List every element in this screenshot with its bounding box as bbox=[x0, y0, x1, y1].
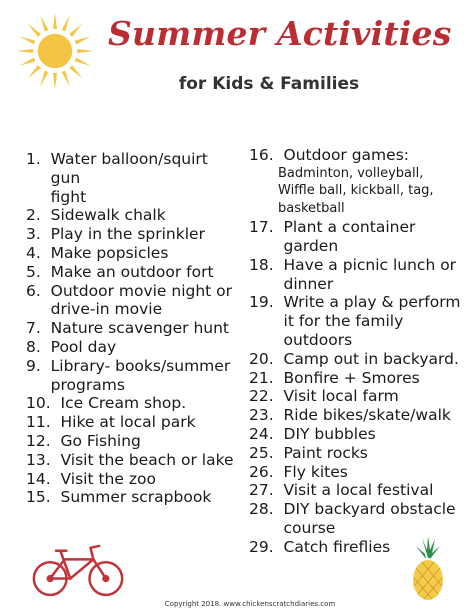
list-item bbox=[249, 444, 471, 463]
sun-ray bbox=[28, 24, 41, 37]
item-text-line: Hike at local park bbox=[60, 413, 196, 432]
item-number: 20. bbox=[249, 349, 274, 368]
item-text bbox=[51, 206, 236, 225]
list-item bbox=[26, 263, 236, 282]
item-text bbox=[61, 432, 236, 451]
item-text bbox=[51, 150, 236, 206]
list-item bbox=[249, 369, 471, 388]
item-number: 14. bbox=[26, 469, 51, 488]
item-text-line: Ride bikes/skate/walk bbox=[283, 406, 451, 425]
list-item bbox=[26, 244, 236, 263]
item-text-line: Catch fireflies bbox=[283, 537, 391, 556]
item-number: 13. bbox=[26, 450, 51, 469]
activity-list-right bbox=[249, 146, 471, 557]
item-number: 7. bbox=[26, 319, 41, 338]
item-text-line: DIY bubbles bbox=[283, 425, 376, 444]
list-item bbox=[26, 432, 236, 451]
item-number: 1. bbox=[26, 150, 41, 168]
item-number: 21. bbox=[249, 368, 274, 387]
item-text bbox=[51, 338, 236, 357]
item-text-line: garden bbox=[283, 237, 339, 256]
list-item bbox=[26, 413, 236, 432]
item-text bbox=[284, 387, 471, 406]
item-text bbox=[284, 425, 471, 444]
item-number: 26. bbox=[249, 462, 274, 481]
item-number: 18. bbox=[249, 255, 274, 274]
sun-ray bbox=[16, 49, 32, 53]
item-text-line: Paint rocks bbox=[283, 443, 368, 462]
item-text bbox=[51, 282, 236, 320]
item-text-line: Play in the sprinkler bbox=[50, 225, 205, 244]
list-item bbox=[26, 225, 236, 244]
item-text bbox=[51, 357, 236, 395]
item-number: 16. bbox=[249, 146, 274, 164]
sun-ray bbox=[75, 58, 91, 66]
item-text-line: Go Fishing bbox=[60, 431, 141, 450]
list-item bbox=[26, 488, 236, 507]
list-item bbox=[249, 350, 471, 369]
sun-ray bbox=[75, 36, 91, 44]
list-item bbox=[26, 338, 236, 357]
list-item bbox=[26, 357, 236, 395]
item-text-line: Visit the zoo bbox=[60, 469, 156, 488]
item-number: 24. bbox=[249, 425, 274, 444]
item-number: 23. bbox=[249, 406, 274, 425]
item-number: 10. bbox=[26, 394, 51, 413]
pineapple-icon bbox=[408, 536, 448, 602]
sun-ray bbox=[69, 24, 82, 37]
sun-ray bbox=[19, 58, 35, 66]
item-number: 8. bbox=[26, 337, 41, 356]
item-number: 6. bbox=[26, 281, 41, 300]
item-text bbox=[51, 225, 236, 244]
item-text bbox=[284, 406, 471, 425]
item-number: 29. bbox=[249, 537, 274, 556]
item-number: 9. bbox=[26, 356, 41, 375]
item-text-line: course bbox=[283, 519, 336, 538]
item-number: 17. bbox=[249, 218, 274, 237]
item-text-line: drive-in movie bbox=[50, 300, 163, 319]
item-text-line: it for the family outdoors bbox=[283, 312, 404, 350]
item-text bbox=[284, 444, 471, 463]
item-text-line: Bonfire + Smores bbox=[283, 368, 420, 387]
item-text-line: DIY backyard obstacle bbox=[283, 500, 456, 519]
item-number: 2. bbox=[26, 206, 41, 225]
sun-ray bbox=[62, 15, 70, 31]
item-number: 25. bbox=[249, 443, 274, 462]
item-text-line: Have a picnic lunch or bbox=[283, 255, 457, 274]
page-subtitle: for Kids & Families bbox=[178, 74, 360, 94]
item-text bbox=[61, 394, 236, 413]
copyright-footer: Copyright 2018. www.chickenscratchdiaries.com bbox=[164, 600, 336, 608]
item-text bbox=[61, 413, 236, 432]
item-text bbox=[51, 263, 236, 282]
item-text-line: Camp out in backyard. bbox=[283, 349, 459, 368]
item-text bbox=[51, 319, 236, 338]
item-text-line: Make popsicles bbox=[50, 243, 169, 262]
item-text bbox=[284, 218, 471, 256]
item-text-line: Library- books/summer bbox=[50, 356, 231, 375]
item-number: 11. bbox=[26, 413, 51, 432]
item-text bbox=[284, 463, 471, 482]
item-text-line: Ice Cream shop. bbox=[60, 394, 187, 413]
item-text bbox=[284, 481, 471, 500]
list-item bbox=[249, 218, 471, 256]
item-subtext bbox=[249, 165, 471, 218]
item-text bbox=[284, 256, 471, 294]
item-text-line: Outdoor games: bbox=[283, 146, 409, 164]
item-text bbox=[61, 470, 236, 489]
list-item bbox=[249, 293, 471, 349]
item-text-line: Make an outdoor fort bbox=[50, 262, 214, 281]
list-item bbox=[26, 451, 236, 470]
item-number: 28. bbox=[249, 500, 274, 519]
item-text-line: dinner bbox=[283, 274, 334, 293]
item-subtext-line: basketball bbox=[278, 200, 345, 216]
page-title: Summer Activities bbox=[108, 14, 452, 53]
item-text bbox=[51, 244, 236, 263]
item-text-line: Plant a container bbox=[283, 218, 416, 237]
item-subtext-line: Wiffle ball, kickball, tag, bbox=[278, 183, 434, 199]
item-text-line: Visit the beach or lake bbox=[60, 450, 234, 469]
list-item bbox=[26, 282, 236, 320]
list-item bbox=[249, 406, 471, 425]
sun-ray bbox=[40, 15, 48, 31]
item-text-line: Write a play & perform bbox=[283, 293, 461, 312]
item-number: 12. bbox=[26, 431, 51, 450]
sun-ray bbox=[77, 49, 93, 53]
list-item bbox=[26, 470, 236, 489]
list-item bbox=[26, 206, 236, 225]
list-item bbox=[249, 500, 471, 538]
activity-list-left bbox=[26, 150, 236, 507]
sun-ray bbox=[19, 36, 35, 44]
item-text bbox=[61, 488, 236, 507]
list-item bbox=[26, 394, 236, 413]
item-number: 15. bbox=[26, 488, 51, 507]
list-item bbox=[249, 146, 471, 165]
item-text-line: programs bbox=[50, 375, 125, 394]
list-item bbox=[249, 425, 471, 444]
item-text-line: Water balloon/squirt gun bbox=[50, 150, 208, 187]
sun-ray bbox=[53, 12, 57, 28]
item-text-line: Sidewalk chalk bbox=[50, 206, 166, 225]
list-item bbox=[249, 387, 471, 406]
item-text-line: Fly kites bbox=[283, 462, 348, 481]
item-text-line: Visit local farm bbox=[283, 387, 399, 406]
list-item bbox=[26, 319, 236, 338]
item-text-line: Nature scavenger hunt bbox=[50, 319, 229, 338]
item-number: 22. bbox=[249, 387, 274, 406]
list-item bbox=[249, 481, 471, 500]
list-item bbox=[249, 463, 471, 482]
item-text-line: Summer scrapbook bbox=[60, 488, 212, 507]
item-number: 19. bbox=[249, 293, 274, 312]
bicycle-icon bbox=[30, 538, 126, 598]
item-text bbox=[284, 146, 471, 165]
item-text-line: fight bbox=[50, 187, 87, 206]
item-text-line: Outdoor movie night or bbox=[50, 281, 233, 300]
item-number: 5. bbox=[26, 262, 41, 281]
item-text bbox=[284, 369, 471, 388]
item-number: 4. bbox=[26, 243, 41, 262]
item-subtext-line: Badminton, volleyball, bbox=[278, 165, 424, 181]
item-text-line: Visit a local festival bbox=[283, 481, 434, 500]
item-text bbox=[284, 500, 471, 538]
item-text bbox=[284, 293, 471, 349]
list-item bbox=[26, 150, 236, 206]
item-number: 27. bbox=[249, 481, 274, 500]
list-item bbox=[249, 256, 471, 294]
item-text bbox=[284, 350, 471, 369]
item-text-line: Pool day bbox=[50, 337, 117, 356]
item-text bbox=[61, 451, 236, 470]
item-number: 3. bbox=[26, 225, 41, 244]
